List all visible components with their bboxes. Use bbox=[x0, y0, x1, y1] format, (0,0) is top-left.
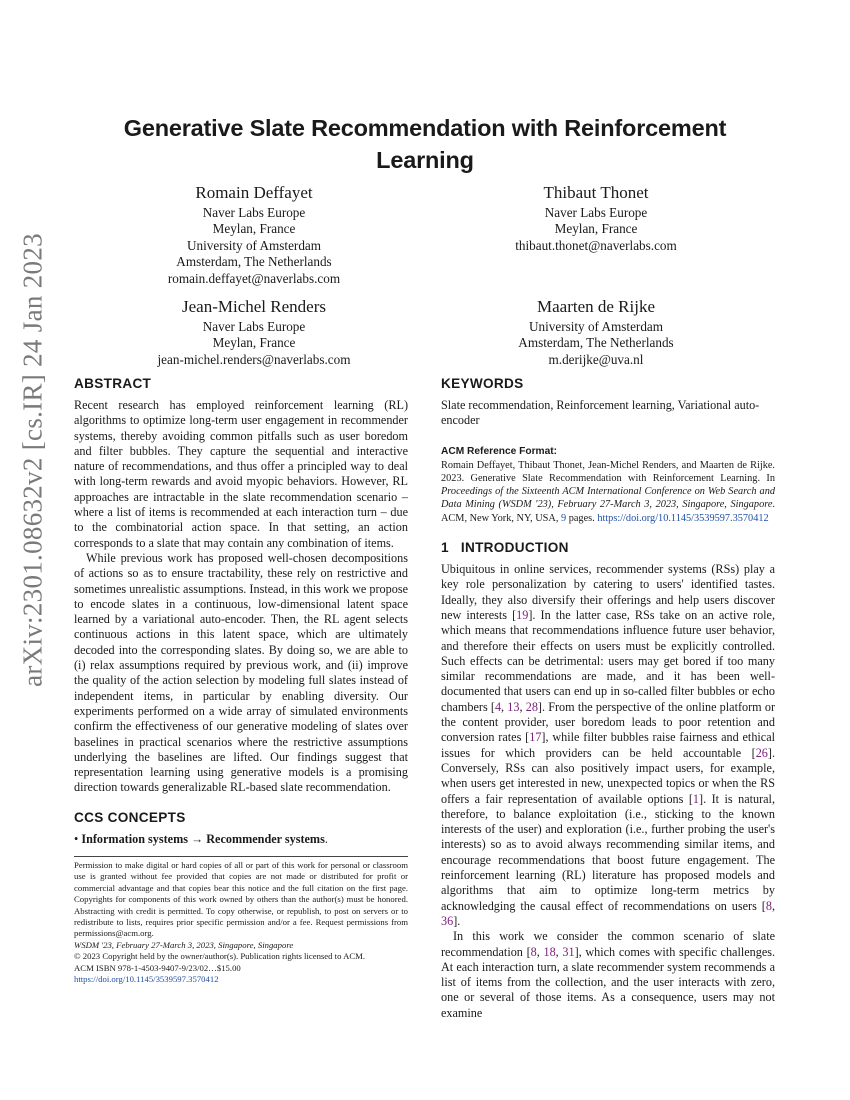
citation-link[interactable]: 36 bbox=[441, 913, 454, 928]
ccs-item-b: Recommender systems bbox=[206, 831, 325, 846]
intro-paragraph-2: In this work we consider the common scenario of slate recommendation [8, 18, 31], which comes with specific challenges. At each interaction turn, a slate recommender system recommends a list of items from the collection, and the user interacts with zero, one or several of those items. As a consequence, users may not examine bbox=[441, 929, 776, 1020]
citation-link[interactable]: 31 bbox=[562, 944, 575, 959]
author-location: Meylan, France bbox=[554, 221, 638, 237]
ccs-heading: CCS CONCEPTS bbox=[74, 809, 186, 825]
author-affiliation: University of Amsterdam bbox=[186, 237, 322, 253]
author-affiliation: University of Amsterdam bbox=[528, 319, 664, 334]
ccs-bullet: • bbox=[74, 831, 79, 846]
abstract-paragraph-1: Recent research has employed reinforcement learning (RL) algorithms to optimize long-term user engagement in recommender systems, thereby avoiding common pitfalls such as user boredom and filter bubbles. They capture the sequential and interactive nature of recommendations, and thus offer a principled way to deal with long-term rewards and avoid myopic behaviors. However, RL approaches are intractable in the slate recommendation scenario – where a list of items is recommended at each interaction turn – due to the combinatorial action space. In that setting, an action corresponds to a slate that may contain any combination of items. bbox=[74, 398, 408, 550]
citation-link[interactable]: 28 bbox=[525, 699, 538, 714]
citation-link[interactable]: 17 bbox=[529, 730, 542, 745]
isbn-line: ACM ISBN 978-1-4503-9407-9/23/02…$15.00 bbox=[74, 962, 241, 973]
permission-text: Permission to make digital or hard copies of all or part of this work for personal or classroom use is granted without fee provided that copies are not made or distributed for profit or commercial advantage and that copies bear this notice and the full citation on the first page. Copyrights for components of this work owned by others than the author(s) must be honored. Abstracting with credit is permitted. To copy otherwise, or republish, to post on servers or to redistribute to lists, requires prior specific permission and/or a fee. Request permissions from permissions@acm.org. bbox=[74, 860, 408, 939]
acm-reference-block bbox=[441, 446, 775, 525]
author-email: thibaut.thonet@naverlabs.com bbox=[515, 237, 677, 253]
permission-footnote bbox=[74, 856, 408, 985]
section-number: 1 bbox=[441, 540, 449, 556]
author-affiliation: Naver Labs Europe bbox=[544, 205, 648, 220]
arxiv-stamp bbox=[8, 200, 58, 720]
abstract-paragraph-2: While previous work has proposed well-chosen decompositions of actions so as to ensure tractability, these rely on restrictive and sometimes unrealistic assumptions. Instead, in this work we propose to encode slates in a continuous, low-dimensional latent space learned by a variational auto-encoder. Then, the RL agent selects continuous actions in this latent space, which are ultimately decoded into the corresponding slates. By doing so, we are able to (i) relax assumptions required by previous work, and (ii) improve the quality of the action selection by modeling full slates instead of independent items, in particular by enabling diversity. Our experiments performed on a wide array of simulated environments confirm the effectiveness of our generative modeling of slates over baselines in practical scenarios where the restrictive assumptions underlying the baselines are lifted. Our findings suggest that representation learning using generative models is a promising direction towards generalizable RL-based slate recommendation. bbox=[74, 550, 408, 795]
author-email: m.derijke@uva.nl bbox=[548, 351, 644, 367]
author-email: romain.deffayet@naverlabs.com bbox=[167, 270, 341, 286]
author-name: Thibaut Thonet bbox=[543, 183, 649, 202]
author-location: Amsterdam, The Netherlands bbox=[176, 254, 332, 270]
keywords-text: Slate recommendation, Reinforcement learning, Variational auto-encoder bbox=[441, 398, 760, 428]
author-block-deffayet bbox=[126, 182, 382, 287]
citation-link[interactable]: 13 bbox=[507, 699, 520, 714]
acm-reference-authors: Romain Deffayet, Thibaut Thonet, Jean-Michel Renders, and Maarten de Rijke. 2023. Generative Slate Recommendation with Reinforcement Learning. In bbox=[441, 459, 775, 484]
left-column bbox=[74, 374, 408, 847]
citation-link[interactable]: 26 bbox=[755, 745, 768, 760]
acm-reference-venue: Proceedings of the Sixteenth ACM International Conference on Web Search and Data Mining (WSDM '23), February 27-March 3, 2023, Singapore, Singapore bbox=[441, 486, 775, 511]
author-affiliation: Naver Labs Europe bbox=[202, 319, 306, 334]
arrow-icon: → bbox=[191, 831, 204, 846]
author-name: Maarten de Rijke bbox=[536, 297, 655, 316]
acm-reference-pages-label: pages. bbox=[568, 512, 595, 524]
author-location: Meylan, France bbox=[212, 221, 296, 237]
author-block-renders bbox=[126, 296, 382, 368]
citation-link[interactable]: 19 bbox=[516, 607, 529, 622]
ccs-period: . bbox=[324, 831, 328, 846]
acm-reference-publisher: . ACM, New York, NY, USA, bbox=[441, 499, 775, 524]
ccs-concept bbox=[74, 832, 408, 847]
paper-title: Generative Slate Recommendation with Reinforcement Learning bbox=[123, 115, 727, 173]
right-column bbox=[441, 374, 775, 1021]
venue-line: WSDM '23, February 27-March 3, 2023, Singapore, Singapore bbox=[74, 939, 294, 950]
citation-link[interactable]: 8 bbox=[530, 944, 537, 959]
author-name: Romain Deffayet bbox=[195, 183, 313, 202]
author-block-derijke bbox=[468, 296, 724, 368]
abstract-heading: ABSTRACT bbox=[74, 376, 152, 391]
intro-heading bbox=[441, 538, 775, 558]
acm-reference-pages-link[interactable]: 9 bbox=[560, 512, 567, 524]
citation-link[interactable]: 4 bbox=[494, 699, 502, 714]
author-affiliation: Naver Labs Europe bbox=[202, 205, 306, 220]
author-name: Jean-Michel Renders bbox=[182, 297, 326, 316]
acm-reference-text bbox=[441, 459, 775, 525]
acm-reference-heading: ACM Reference Format: bbox=[441, 445, 558, 457]
keywords-heading: KEYWORDS bbox=[441, 376, 524, 391]
author-block-thonet bbox=[468, 182, 724, 254]
author-email: jean-michel.renders@naverlabs.com bbox=[157, 351, 351, 367]
citation-link[interactable]: 18 bbox=[543, 944, 556, 959]
acm-reference-doi-link[interactable]: https://doi.org/10.1145/3539597.3570412 bbox=[597, 512, 769, 524]
author-location: Amsterdam, The Netherlands bbox=[518, 335, 674, 351]
citation-link[interactable]: 8 bbox=[765, 898, 772, 913]
author-location: Meylan, France bbox=[212, 335, 296, 351]
intro-paragraph-1: Ubiquitous in online services, recommender systems (RSs) play a key role personalization by catering to users' identified tastes. Ideally, they also diversify their offerings and help users discover new interests [19]. In the latter case, RSs take on an active role, which means that recommendations influence future user behavior, and therefore their effects on users must be explicitly controlled. Such effects can be detrimental: users may get bored if too many similar recommendations are made, and it has been well-documented that users can end up in so-called filter bubbles or echo chambers [4, 13, 28]. From the perspective of the online platform or the content provider, user boredom leads to poor retention and conversion rates [17], while filter bubbles raise fairness and ethical issues for which providers can be held accountable [26]. Conversely, RSs can also positively impact users, for example, when users get interested in new, unexpected topics or when the RS offers a fair representation of available options [1]. It is natural, therefore, to balance exploitation (i.e., sticking to the known interests of the user) and exploration (i.e., further probing the user's interests) so as to avoid always recommending similar items, and encourage recommendations that boost future engagement. The reinforcement learning (RL) literature has proposed models and algorithms that aim to optimize long-term metrics by acknowledging the causal effect of recommendations on users [8, 36]. bbox=[441, 562, 776, 928]
ccs-item-a: Information systems bbox=[81, 831, 188, 846]
section-title: INTRODUCTION bbox=[460, 540, 569, 556]
citation-link[interactable]: 1 bbox=[692, 791, 700, 806]
copyright-line: © 2023 Copyright held by the owner/author(s). Publication rights licensed to ACM. bbox=[74, 951, 366, 962]
doi-link[interactable]: https://doi.org/10.1145/3539597.3570412 bbox=[74, 974, 219, 985]
arxiv-id: arXiv:2301.08632v2 [cs.IR] 24 Jan 2023 bbox=[17, 233, 48, 687]
